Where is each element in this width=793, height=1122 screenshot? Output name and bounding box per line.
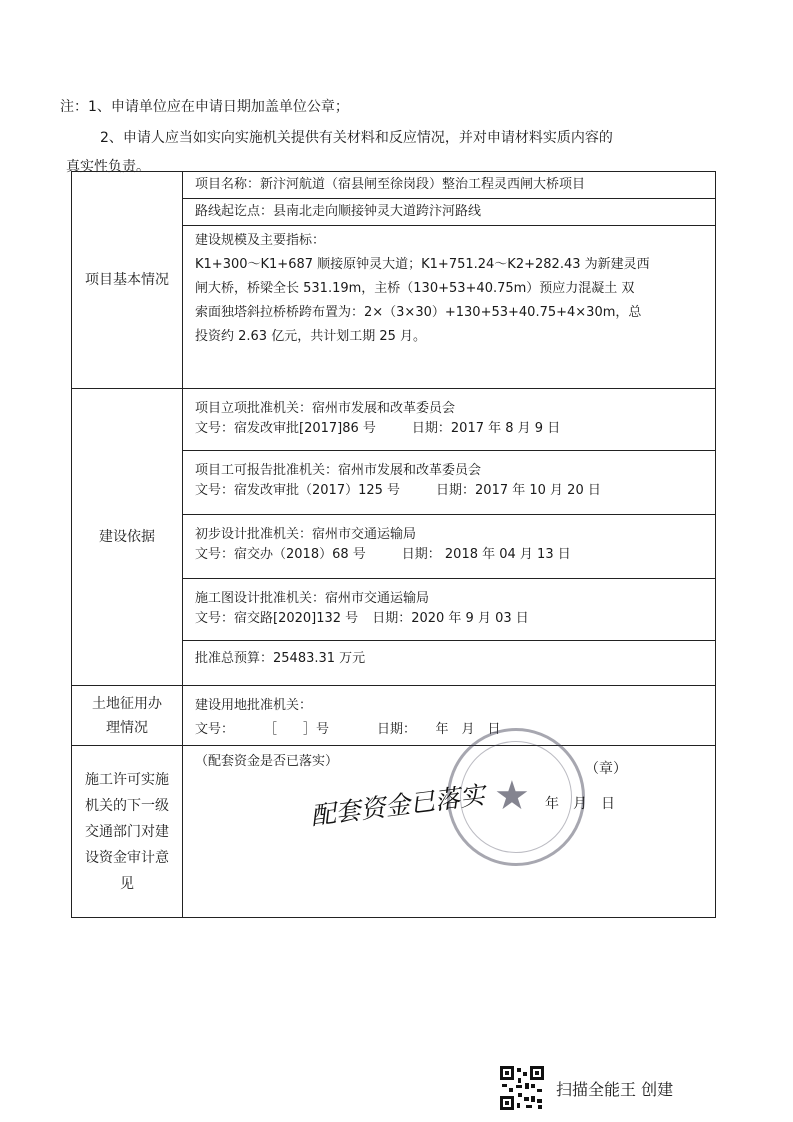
basis-item bbox=[183, 450, 715, 514]
review-label: 施工许可实施机关的下一级交通部门对建设资金审计意见 bbox=[72, 746, 183, 918]
basis-authority: 初步设计批准机关：宿州市交通运输局 bbox=[195, 527, 417, 542]
qr-code-icon bbox=[500, 1066, 544, 1110]
project-info-row bbox=[72, 172, 716, 389]
basis-item bbox=[183, 389, 715, 450]
scale-line: K1+300～K1+687 顺接原钟灵大道；K1+751.24～K2+282.43 为新建灵西 bbox=[195, 257, 650, 272]
project-name: 项目名称：新汴河航道（宿县闸至徐岗段）整治工程灵西闸大桥项目 bbox=[195, 177, 586, 192]
handwritten-signature: 配套资金已落实 bbox=[309, 780, 487, 831]
basis-date: 日期： 2018 年 04 月 13 日 bbox=[401, 547, 571, 562]
review-date: 年 月 日 bbox=[545, 796, 615, 812]
land-doc-brackets: ［ ］ bbox=[264, 722, 317, 737]
route-endpoints: 路线起讫点：县南北走向顺接钟灵大道跨汴河路线 bbox=[183, 198, 715, 225]
basis-doc-number: 文号：宿发改审批（2017）125 号 bbox=[195, 483, 401, 498]
basis-item bbox=[183, 578, 715, 640]
basis-date: 日期：2017 年 10 月 20 日 bbox=[436, 483, 601, 498]
scale-title: 建设规模及主要指标： bbox=[195, 233, 326, 248]
basis-label: 建设依据 bbox=[72, 389, 183, 686]
scale-line: 投资约 2.63 亿元，共计划工期 25 月。 bbox=[195, 329, 427, 344]
scale-indicators bbox=[183, 225, 715, 352]
land-content bbox=[183, 686, 716, 746]
land-authority: 建设用地批准机关： bbox=[195, 698, 313, 713]
land-doc-prefix: 文号： bbox=[195, 722, 235, 737]
note-line-1: 注：1、申请单位应在申请日期加盖单位公章； bbox=[60, 99, 349, 115]
basis-content bbox=[183, 389, 716, 686]
basis-doc-number: 文号：宿交办（2018）68 号 bbox=[195, 547, 366, 562]
basis-date: 日期：2020 年 9 月 03 日 bbox=[372, 611, 529, 626]
land-row bbox=[72, 686, 716, 746]
approved-budget: 批准总预算：25483.31 万元 bbox=[183, 640, 715, 672]
scale-line: 闸大桥，桥梁全长 531.19m，主桥（130+53+40.75m）预应力混凝土 双 bbox=[195, 281, 635, 296]
land-doc-suffix: 号 bbox=[316, 722, 330, 737]
scanner-watermark bbox=[500, 1066, 673, 1110]
basis-item bbox=[183, 514, 715, 578]
star-icon: ★ bbox=[494, 773, 530, 819]
basis-authority: 项目立项批准机关：宿州市发展和改革委员会 bbox=[195, 401, 456, 416]
land-details bbox=[183, 686, 715, 745]
scale-line: 索面独塔斜拉桥桥跨布置为：2×（3×30）+130+53+40.75+4×30m，总 bbox=[195, 305, 642, 320]
land-label: 土地征用办理情况 bbox=[72, 686, 183, 746]
seal-mark: （章） bbox=[585, 761, 627, 777]
project-info-label: 项目基本情况 bbox=[72, 172, 183, 389]
review-content bbox=[183, 746, 716, 918]
note-line-3: 真实性负责。 bbox=[66, 159, 150, 175]
basis-date: 日期：2017 年 8 月 9 日 bbox=[411, 421, 561, 436]
basis-authority: 施工图设计批准机关：宿州市交通运输局 bbox=[195, 591, 430, 606]
basis-doc-number: 文号：宿发改审批[2017]86 号 bbox=[195, 421, 376, 436]
scanner-brand: 扫描全能王 创建 bbox=[556, 1079, 674, 1099]
land-date: 日期： 年 月 日 bbox=[377, 722, 501, 737]
basis-row bbox=[72, 389, 716, 686]
review-hint: （配套资金是否已落实） bbox=[195, 754, 339, 769]
project-info-content bbox=[183, 172, 716, 389]
basis-authority: 项目工可报告批准机关：宿州市发展和改革委员会 bbox=[195, 463, 482, 478]
note-line-2: 2、申请人应当如实向实施机关提供有关材料和反应情况，并对申请材料实质内容的 bbox=[100, 130, 613, 146]
basis-doc-number: 文号：宿交路[2020]132 号 bbox=[195, 611, 359, 626]
